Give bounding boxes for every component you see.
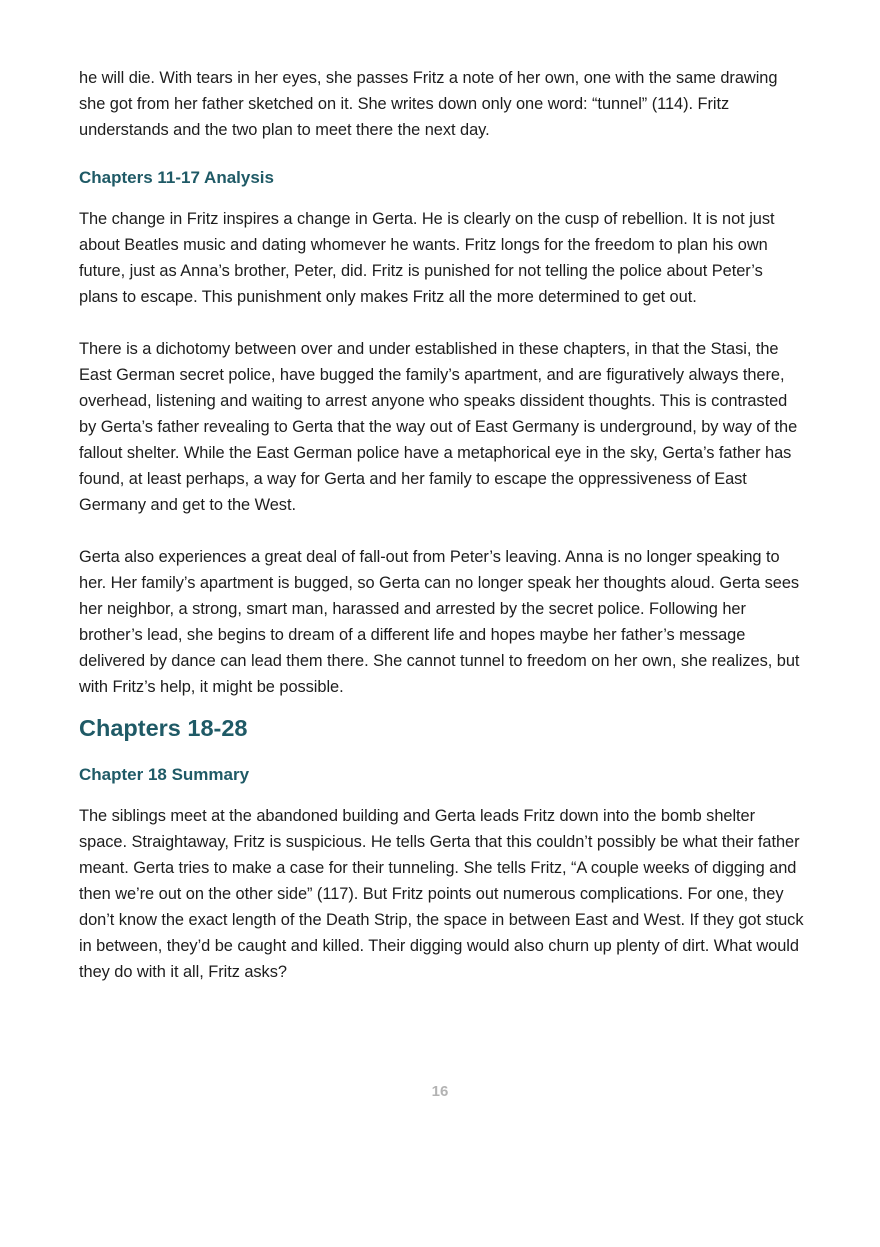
- analysis-paragraph-2: There is a dichotomy between over and under established in these chapters, in that the Stasi, the East German secret police, have bugged the family’s apartment, and are figuratively always there, overhead, listening and waiting to arrest anyone who speaks dissident thoughts. This is contrasted by Gerta’s father revealing to Gerta that the way out of East Germany is underground, by way of the fallout shelter. While the East German police have a metaphorical eye in the sky, Gerta’s father has found, at least perhaps, a way for Gerta and her family to escape the oppressiveness of East Germany and get to the West.: [79, 340, 798, 514]
- page-number: 16: [431, 1083, 449, 1100]
- page-content: [79, 65, 804, 985]
- analysis-paragraph-3: Gerta also experiences a great deal of fall-out from Peter’s leaving. Anna is no longer speaking to her. Her family’s apartment is bugged, so Gerta can no longer speak her thoughts aloud. Gerta sees her neighbor, a strong, smart man, harassed and arrested by the secret police. Following her brother’s lead, she begins to dream of a different life and hopes maybe her father’s message delivered by dance can lead them there. She cannot tunnel to freedom on her own, she realizes, but with Fritz’s help, it might be possible.: [79, 548, 800, 696]
- analysis-paragraph-1: The change in Fritz inspires a change in Gerta. He is clearly on the cusp of rebellion. It is not just about Beatles music and dating whomever he wants. Fritz longs for the freedom to plan his own future, just as Anna’s brother, Peter, did. Fritz is punished for not telling the police about Peter’s plans to escape. This punishment only makes Fritz all the more determined to get out.: [79, 210, 775, 306]
- summary-paragraph-1: The siblings meet at the abandoned building and Gerta leads Fritz down into the bomb shelter space. Straightaway, Fritz is suspicious. He tells Gerta that this couldn’t possibly be what their father meant. Gerta tries to make a case for their tunneling. She tells Fritz, “A couple weeks of digging and then we’re out on the other side” (117). But Fritz points out numerous complications. For one, they don’t know the exact length of the Death Strip, the space in between East and West. If they got stuck in between, they’d be caught and killed. Their digging would also churn up plenty of dirt. What would they do with it all, Fritz asks?: [79, 807, 804, 981]
- summary-heading: Chapter 18 Summary: [79, 765, 250, 784]
- paragraph-continuation: he will die. With tears in her eyes, she passes Fritz a note of her own, one with the same drawing she got from her father sketched on it. She writes down only one word: “tunnel” (114). Fritz understands and the two plan to meet there the next day.: [79, 69, 778, 139]
- chapter-section-heading: Chapters 18-28: [79, 715, 248, 741]
- analysis-heading: Chapters 11-17 Analysis: [79, 168, 274, 187]
